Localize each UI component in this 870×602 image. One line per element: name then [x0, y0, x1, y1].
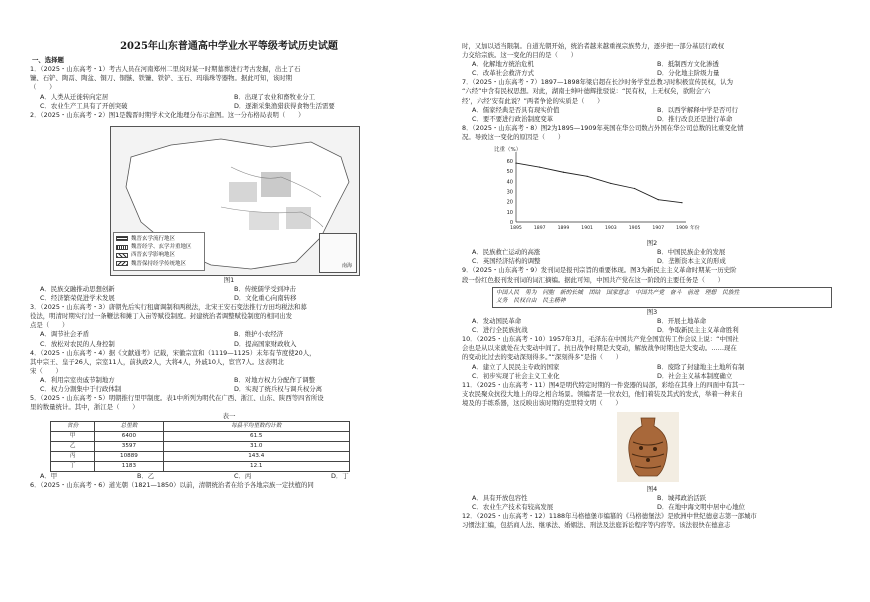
figure-3-caption: 图3 — [646, 307, 658, 316]
q5-option-c[interactable]: C．丙 — [234, 472, 252, 481]
question-4 — [30, 349, 428, 394]
q3-stem: 点是（ ） — [30, 321, 69, 330]
q4-option-c[interactable]: C．权力分割集中于行政体制 — [40, 384, 122, 393]
q3-stem: 役法，明清时期实行过一条鞭法和摊丁入亩等赋役制度。封建统治者调整赋役制度的相同出发 — [30, 312, 293, 321]
q11-stem: 11．（2025・山东高考・11）图4是明代特定时期的一件瓷器的局部，彩绘在其身上的四面中有其一 — [462, 380, 745, 389]
q6-option-a[interactable]: A．化解地方统治危机 — [472, 60, 534, 69]
question-5 — [30, 394, 428, 481]
y-tick-label: 20 — [506, 199, 513, 206]
data-point — [634, 188, 635, 189]
q4-stem: 其中宗王、皇子26人，宗室11人，前执政2人，大将4人，外戚10人，宦官7人。这表明北 — [30, 357, 284, 366]
q2-option-a[interactable]: A．民族交融推动思想创新 — [40, 284, 115, 293]
y-tick-label: 40 — [506, 179, 513, 186]
x-axis-label: 年份 — [690, 226, 700, 232]
y-tick-label: 50 — [506, 169, 513, 176]
vase-image — [617, 412, 679, 482]
legend-item: 魏晋经学、玄学并重地区 — [116, 243, 202, 251]
table-row: 乙 3597 31.0 — [51, 442, 350, 452]
figure-4-caption: 图4 — [646, 485, 658, 494]
q10-stem: 的变动比过去的变动深刻得多。”“深刻得多”是指（ ） — [462, 353, 623, 362]
q5-stem: 5．（2025・山东高考・5）明朝推行里甲制度。表1中所列为明代在广西、浙江、山东、陕西等四省所设 — [30, 394, 324, 403]
data-point — [658, 199, 659, 200]
q1-stem: 镰、石铲、陶鬲、陶盆、铜刀、铜镞、铁镰、铁铲、玉石、玛瑙珠等器物。据此可知，该时期 — [30, 74, 293, 83]
map-inset — [319, 233, 357, 273]
table-row: 丙 10889 143.4 — [51, 452, 350, 462]
table-header: 总里数 — [95, 422, 163, 432]
question-6-continued — [462, 42, 842, 78]
q3-stem: 3．（2025・山东高考・3）唐朝先后实行租庸调制和两税法，北宋王安石变法推行方田均税法和募 — [30, 303, 307, 312]
x-tick-label: 1897 — [533, 226, 546, 232]
figure-1-map — [110, 126, 360, 276]
q11-option-c[interactable]: C．农业生产技术有较高发展 — [472, 503, 554, 512]
word-list: 义务 民权自由 民主精神 — [496, 298, 566, 305]
legend-item: 魏晋玄学流行地区 — [116, 235, 202, 243]
word-list: 中国人民 男为 同胞 新的长城 团结 国家意志 中国共产党 奋斗 前进 理想 民族性 — [496, 289, 740, 296]
q11-option-d[interactable]: D．在地中海文明中居中心地位 — [657, 503, 745, 512]
q9-option-d[interactable]: D．争取新民主主义革命胜利 — [657, 326, 739, 335]
q8-option-b[interactable]: B．中国民族企业的发展 — [657, 248, 726, 257]
q10-option-c[interactable]: C．初步实现了社会主义工业化 — [472, 371, 560, 380]
q7-option-a[interactable]: A．儒家经典是否具有现实价值 — [472, 105, 560, 114]
q5-option-b[interactable]: B．乙 — [137, 472, 155, 481]
q3-option-b[interactable]: B．维护小农经济 — [234, 330, 284, 339]
q3-option-a[interactable]: A．调节社会矛盾 — [40, 330, 90, 339]
x-tick-label: 1907 — [652, 226, 665, 232]
question-3 — [30, 303, 428, 348]
table-header: 每县平均里数约计数 — [163, 422, 349, 432]
q12-stem: 习惯法汇编，包括商人法、继承法、婚姻法、刑法及法庭诉讼程序等内容等。该法很快在德意志 — [462, 521, 731, 530]
q5-option-d[interactable]: D．丁 — [331, 472, 349, 481]
q1-option-c[interactable]: C．农业生产工具有了开创突破 — [40, 101, 128, 110]
q7-option-c[interactable]: C．要不要进行政治制度变革 — [472, 114, 554, 123]
q10-option-d[interactable]: D．社会主义基本制度确立 — [657, 371, 733, 380]
x-tick-label: 1901 — [581, 226, 593, 232]
x-tick-label: 1905 — [628, 226, 641, 232]
q9-option-a[interactable]: A．发动国民革命 — [472, 317, 522, 326]
question-7 — [462, 78, 842, 123]
table-row: 甲 6400 61.5 — [51, 432, 350, 442]
inset-label: 南海 — [341, 262, 352, 269]
q8-stem: 8．（2025・山东高考・8）图2为1895—1909年英国在华公司数占外国在华公司总数的比重变化情 — [462, 123, 744, 132]
question-11 — [462, 381, 842, 513]
q7-stem: 7．（2025・山东高考・7）1897—1898年梁启超在长沙时务学堂总教习时积极宣传民权，认为 — [462, 78, 734, 87]
table-header-row — [51, 422, 350, 432]
legend-item: 魏晋保持经学传统地区 — [116, 260, 202, 268]
figure-3-word-box — [492, 287, 832, 308]
q1-option-d[interactable]: D．逐渐采集渔猎获得食物生活需要 — [234, 101, 335, 110]
q1-stem: （ ） — [30, 83, 56, 92]
q7-option-d[interactable]: D．推行改良还是进行革命 — [657, 114, 733, 123]
q1-option-b[interactable]: B．出现了农业和畜牧业分工 — [234, 92, 316, 101]
q5-stem: 里的数量统计。其中，浙江是（ ） — [30, 403, 139, 412]
q9-stem: 9．（2025・山东高考・9）发刊词是报刊宗旨的重要体现。图3为新民主主义革命时期某一历史阶 — [462, 266, 737, 275]
data-point — [681, 202, 682, 203]
y-axis-label: 比重（%） — [494, 147, 522, 154]
q8-option-a[interactable]: A．民族救亡运动的高涨 — [472, 248, 541, 257]
q6-stem: 时，又加以适当限制。自道光朝开始，统治者越来越重视宗族势力，逐步把一部分基层行政权 — [462, 42, 725, 50]
question-1 — [30, 65, 428, 110]
q1-option-a[interactable]: A．人类从迁徙转向定居 — [40, 92, 109, 101]
q4-option-b[interactable]: B．对地方权力分配作了调整 — [234, 375, 316, 384]
q2-option-c[interactable]: C．经济繁荣促进学术发展 — [40, 294, 115, 303]
q6-stem: 力交给宗族。这一变化的目的是（ ） — [462, 51, 578, 60]
series-line — [516, 163, 682, 203]
table-header: 省份 — [51, 422, 95, 432]
table-1 — [50, 421, 350, 472]
figure-1-caption: 图1 — [223, 275, 235, 284]
q12-stem: 12．（2025・山东高考・12）1188年马格德堡市编纂的《马格德堡法》是欧洲中世纪德意志第一部城市 — [462, 512, 757, 521]
question-8 — [462, 124, 842, 267]
q2-option-b[interactable]: B．传统儒学受到冲击 — [234, 284, 296, 293]
left-column — [30, 16, 428, 491]
q11-option-a[interactable]: A．具有开放包容性 — [472, 494, 528, 503]
y-tick-label: 60 — [506, 159, 513, 166]
figure-2-caption: 图2 — [646, 239, 658, 248]
q8-stem: 况。导致这一变化的原因是（ ） — [462, 132, 565, 141]
q10-stem: 会也是从以来就处在大变动中间了。抗日战争时期是大变动，解放战争时期也是大变动。……现在 — [462, 344, 737, 353]
q1-stem: 1．（2025・山东高考・1）考古人员在河南郑州二里岗对某一时期墓葬进行考古发掘，出土了石 — [30, 65, 301, 74]
q8-option-c[interactable]: C．英国经济结构的调整 — [472, 257, 541, 266]
x-tick-label: 1895 — [510, 226, 522, 232]
map-legend — [113, 232, 205, 271]
q10-stem: 10．（2025・山东高考・10）1957年3月，毛泽东在中国共产党全国宣传工作会议上说：“中国社 — [462, 335, 739, 344]
q3-option-d[interactable]: D．提高国家财政收入 — [234, 339, 297, 348]
q3-option-c[interactable]: C．放松对农民的人身控制 — [40, 339, 115, 348]
q4-option-a[interactable]: A．利用宗室贵戚节制地方 — [40, 375, 115, 384]
table-row: 丁 1183 12.1 — [51, 462, 350, 472]
q9-option-c[interactable]: C．进行全民族抗战 — [472, 326, 528, 335]
page-title: 2025年山东普通高中学业水平等级考试历史试题 — [120, 41, 338, 52]
x-tick-label: 1903 — [605, 226, 617, 232]
data-point — [515, 163, 516, 164]
q7-option-b[interactable]: B．以西学解释中学是否可行 — [657, 105, 739, 114]
section-heading: 一、选择题 — [32, 56, 64, 65]
q9-option-b[interactable]: B．开展土地革命 — [657, 317, 707, 326]
question-9 — [462, 266, 842, 335]
q4-option-d[interactable]: D．实现了统兵权与调兵权分离 — [234, 384, 322, 393]
legend-item: 西晋玄学影响地区 — [116, 251, 202, 259]
question-2 — [30, 111, 428, 303]
q6-option-b[interactable]: B．抵制西方文化渗透 — [657, 60, 719, 69]
data-point — [563, 172, 564, 173]
question-12 — [462, 512, 842, 530]
q6-option-d[interactable]: D．分化地主阶级力量 — [657, 69, 720, 78]
data-point — [539, 167, 540, 168]
q11-option-b[interactable]: B．城邦政治活跃 — [657, 494, 707, 503]
table-1-caption: 表一 — [222, 412, 236, 421]
q10-option-b[interactable]: B．废除了封建地主土地所有制 — [657, 362, 745, 371]
x-tick-label: 1909 — [676, 226, 688, 232]
q2-option-d[interactable]: D．文化重心向南转移 — [234, 294, 297, 303]
q9-stem: 段一份红色报刊发刊词的词汇摘编。据此可知，中国共产党在这一阶段的主要任务是（ ） — [462, 275, 725, 284]
q4-stem: 4．（2025・山东高考・4）据《文献通考》记载，宋徽宗宣和（1119—1125）末年有节度使20人， — [30, 348, 316, 357]
q7-stem: 经’，六经’安有此说？”两者争论的实质是（ ） — [462, 96, 604, 105]
data-point — [587, 176, 588, 177]
q11-stem: 境及的手练系器，这反映出该时期的克里特文明（ ） — [462, 398, 622, 407]
x-tick-label: 1899 — [557, 226, 570, 232]
right-column — [462, 42, 842, 531]
y-tick-label: 0 — [509, 220, 513, 227]
y-tick-label: 30 — [506, 189, 513, 196]
q6-option-c[interactable]: C．改革社会救济方式 — [472, 69, 534, 78]
q5-option-a[interactable]: A．甲 — [40, 472, 58, 481]
question-10 — [462, 335, 842, 380]
q7-stem: “六经”中含有民权思想。对此，湖南士绅叶德辉批驳说：“民有权，上无权矣，欲附会‘六 — [462, 87, 711, 96]
q10-option-a[interactable]: A．建立了人民民主专政的国家 — [472, 362, 560, 371]
data-point — [610, 183, 611, 184]
q6-stem: 6．（2025・山东高考・6）道光朝（1821—1850）以前，清朝统治者在给予各地宗族一定扶植的同 — [30, 481, 314, 490]
figure-2-line-chart — [492, 144, 700, 236]
q8-option-d[interactable]: D．垄断资本主义的形成 — [657, 257, 726, 266]
q2-stem: 2．（2025・山东高考・2）图1是魏晋时期学术文化地理分布示意图。这一分布格局表明（ ） — [30, 110, 305, 119]
y-tick-label: 10 — [506, 209, 513, 216]
q4-stem: 宋（ ） — [30, 366, 62, 375]
q11-stem: 支农民聚众抗役大地上的母之相合场景。领编者是一位农妇，他们着装及其式的发式，举着一种来自 — [462, 389, 744, 398]
